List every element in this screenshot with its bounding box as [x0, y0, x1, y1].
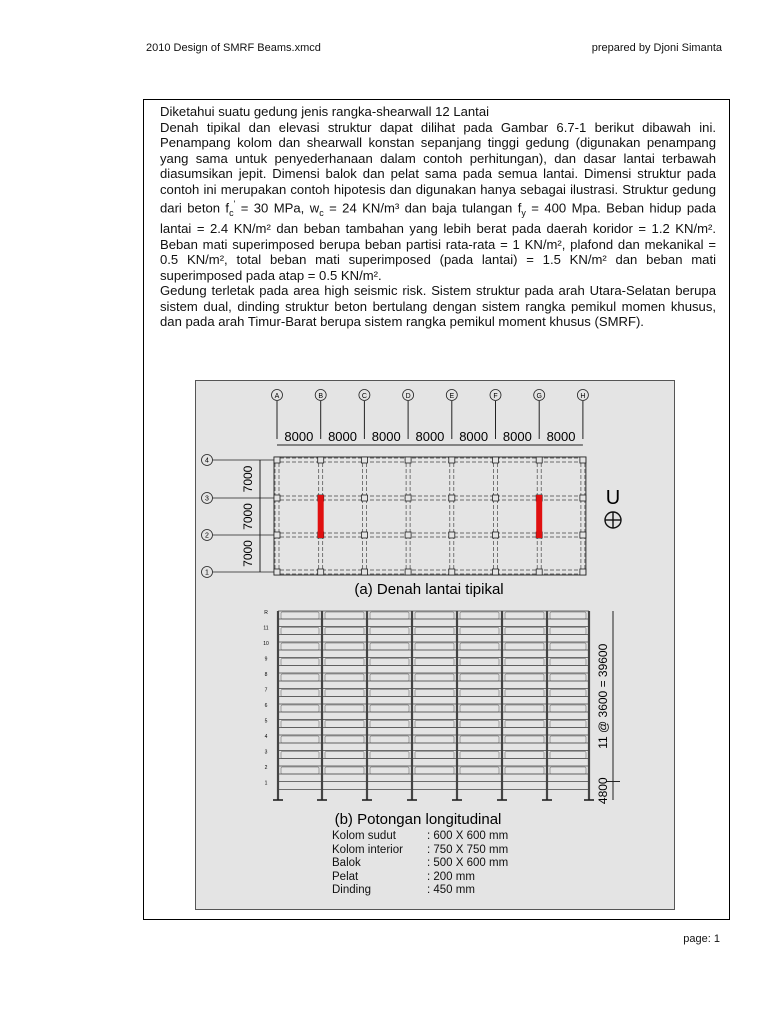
problem-title: Diketahui suatu gedung jenis rangka-shearwall 12 Lantai — [160, 104, 490, 119]
elevation-slab-panel — [550, 721, 586, 728]
floor-label: 2 — [264, 765, 268, 771]
floor-label: 9 — [264, 656, 268, 663]
bay-dimension: 8000 — [328, 429, 358, 444]
p1-part-d: = 400 Mpa. Beban hidup pada lantai = 2.4 KN/m² dan beban tambahan yang lebih berat pada daerah koridor = 1.2 KN/m². Beban mati superimposed berupa beban partisi rata-rata = 1 KN/m², plafond dan mekanikal = 0.5 KN/m², total beban mati superimposed (pada lantai) = 1.5 KN/m² dan beban mati superimposed pada atap = 0.5 KN/m². — [160, 200, 717, 283]
base-dimension: 4800 — [596, 777, 610, 805]
elevation-slab-panel — [325, 674, 364, 681]
plan-column — [405, 495, 411, 501]
elevation-slab-panel — [460, 643, 499, 650]
floor-label: 11 — [263, 625, 269, 632]
elevation-slab-panel — [460, 752, 499, 759]
elevation-slab-panel — [460, 674, 499, 681]
spec-value: : 200 mm — [427, 870, 475, 883]
floor-label: 7 — [264, 687, 268, 694]
plan-column — [405, 532, 411, 538]
elevation-slab-panel — [325, 705, 364, 712]
bay-dimension: 8000 — [502, 429, 532, 444]
fy-sub: y — [521, 207, 526, 218]
spec-value: : 600 X 600 mm — [427, 830, 509, 842]
shearwall — [318, 495, 324, 538]
elevation-slab-panel — [281, 736, 319, 743]
caption-plan: (a) Denah lantai tipikal — [354, 581, 504, 598]
bay-dimension: 8000 — [371, 429, 401, 444]
elevation-slab-panel — [325, 736, 364, 743]
plan-column — [274, 569, 280, 575]
plan-column — [536, 569, 542, 575]
elevation-slab-panel — [325, 721, 364, 728]
elevation-slab-panel — [505, 705, 544, 712]
plan-column — [318, 457, 324, 463]
elevation-slab-panel — [415, 705, 454, 712]
elevation-slab-panel — [370, 690, 409, 697]
elevation-slab-panel — [325, 752, 364, 759]
north-label: U — [605, 487, 621, 509]
spec-row — [332, 884, 508, 898]
fc-sub: c — [229, 207, 234, 218]
row-dimension: 7000 — [241, 540, 255, 567]
elevation-slab-panel — [281, 643, 319, 650]
wc-sub: c — [319, 207, 324, 218]
elevation-slab-panel — [460, 628, 499, 635]
plan-column — [493, 495, 499, 501]
spec-value: : 450 mm — [427, 884, 475, 897]
elevation-slab-panel — [460, 767, 499, 774]
paragraph-2: Gedung terletak pada area high seismic risk. Sistem struktur pada arah Utara-Selatan berupa sistem dual, dinding struktur beton bertulang dengan sistem rangka pemikul momen khusus, dan pada arah Timur-Barat berupa sistem rangka pemikul moment khusus (SMRF). — [160, 283, 716, 330]
plan-column — [493, 457, 499, 463]
plan-column — [361, 495, 367, 501]
floor-label: 4 — [264, 734, 268, 740]
fc-sup: ' — [233, 199, 236, 209]
column-grid-label: C — [361, 393, 367, 400]
row-grid-label: 2 — [205, 532, 209, 540]
plan-column — [449, 532, 455, 538]
plan-column — [361, 532, 367, 538]
elevation-slab-panel — [460, 690, 499, 697]
elevation-slab-panel — [505, 752, 544, 759]
p1-part-b: = 30 MPa, w — [235, 200, 320, 216]
bay-dimension: 8000 — [415, 429, 445, 444]
row-dimension: 7000 — [241, 465, 255, 493]
column-grid-label: F — [493, 393, 498, 400]
elevation-slab-panel — [370, 628, 409, 635]
row-dimension: 7000 — [241, 503, 255, 530]
elevation-slab-panel — [505, 690, 544, 697]
elevation-slab-panel — [505, 612, 544, 619]
column-grid-label: H — [580, 393, 586, 400]
plan-column — [405, 569, 411, 575]
spec-row — [332, 857, 508, 871]
plan-column — [580, 532, 586, 538]
elevation-slab-panel — [281, 690, 319, 697]
row-grid-label: 4 — [205, 457, 209, 465]
elevation-slab-panel — [370, 674, 409, 681]
elevation-slab-panel — [505, 643, 544, 650]
floor-label: 10 — [263, 641, 269, 647]
elevation-slab-panel — [325, 767, 364, 774]
elevation-slab-panel — [550, 628, 586, 635]
floor-label: 5 — [264, 718, 268, 725]
elevation-slab-panel — [550, 690, 586, 697]
plan-column — [449, 457, 455, 463]
elevation-slab-panel — [325, 612, 364, 619]
page-number: page: 1 — [683, 933, 720, 945]
elevation-slab-panel — [550, 736, 586, 743]
column-grid-label: B — [318, 393, 324, 400]
plan-column — [361, 457, 367, 463]
plan-column — [318, 569, 324, 575]
plan-column — [580, 457, 586, 463]
plan-column — [449, 569, 455, 575]
elevation-slab-panel — [460, 705, 499, 712]
elevation-slab-panel — [550, 752, 586, 759]
elevation-slab-panel — [415, 721, 454, 728]
elevation-slab-panel — [505, 736, 544, 743]
plan-column — [449, 495, 455, 501]
elevation-slab-panel — [505, 721, 544, 728]
spec-label: Pelat — [332, 870, 359, 883]
bay-dimension: 8000 — [284, 429, 314, 444]
elevation-slab-panel — [281, 767, 319, 774]
column-grid-label: D — [405, 393, 411, 400]
floor-label: 8 — [264, 672, 268, 678]
elevation-slab-panel — [415, 643, 454, 650]
elevation-slab-panel — [550, 705, 586, 712]
column-grid-label: E — [449, 393, 455, 400]
paragraph-1 — [160, 120, 716, 284]
spec-label: Dinding — [332, 884, 371, 897]
elevation-slab-panel — [415, 612, 454, 619]
elevation-slab-panel — [415, 767, 454, 774]
elevation-slab-panel — [370, 612, 409, 619]
spec-value: : 750 X 750 mm — [427, 843, 509, 856]
spec-label: Kolom sudut — [332, 830, 396, 842]
column-grid-label: A — [274, 393, 280, 400]
plan-column — [361, 569, 367, 575]
caption-elevation: (b) Potongan longitudinal — [334, 811, 502, 828]
elevation-slab-panel — [505, 659, 544, 666]
elevation-slab-panel — [550, 643, 586, 650]
plan-column — [274, 457, 280, 463]
elevation-slab-panel — [550, 767, 586, 774]
elevation-slab-panel — [550, 612, 586, 619]
elevation-slab-panel — [505, 674, 544, 681]
elevation-slab-panel — [505, 628, 544, 635]
plan-column — [493, 569, 499, 575]
column-grid-label: G — [536, 393, 542, 400]
elevation-slab-panel — [505, 767, 544, 774]
p1-part-c: = 24 KN/m³ dan baja tulangan f — [323, 200, 522, 216]
floor-label: 6 — [264, 703, 268, 709]
elevation-slab-panel — [415, 628, 454, 635]
member-specs — [332, 830, 508, 898]
elevation-slab-panel — [370, 767, 409, 774]
elevation-slab-panel — [281, 612, 319, 619]
elevation-slab-panel — [460, 721, 499, 728]
height-dimension: 11 @ 3600 = 39600 — [596, 643, 610, 749]
plan-column — [405, 457, 411, 463]
elevation-slab-panel — [325, 659, 364, 666]
plan-column — [274, 495, 280, 501]
plan-column — [580, 569, 586, 575]
elevation-slab-panel — [325, 643, 364, 650]
floor-label: 3 — [264, 749, 268, 756]
spec-value: : 500 X 600 mm — [427, 857, 509, 870]
shearwall — [536, 495, 542, 538]
elevation-slab-panel — [281, 674, 319, 681]
plan-column — [493, 532, 499, 538]
elevation-slab-panel — [415, 659, 454, 666]
spec-label: Balok — [332, 857, 361, 870]
elevation-slab-panel — [370, 752, 409, 759]
elevation-slab-panel — [415, 674, 454, 681]
elevation-slab-panel — [415, 736, 454, 743]
elevation-slab-panel — [370, 659, 409, 666]
elevation-slab-panel — [281, 721, 319, 728]
elevation-slab-panel — [370, 736, 409, 743]
elevation-slab-panel — [460, 736, 499, 743]
elevation-slab-panel — [415, 752, 454, 759]
elevation-slab-panel — [325, 690, 364, 697]
elevation-slab-panel — [281, 659, 319, 666]
row-grid-label: 3 — [205, 495, 209, 503]
p1-part-a: Denah tipikal dan elevasi struktur dapat dilihat pada Gambar 6.7-1 berikut dibawah ini. Penampang kolom dan shearwall konstan sepanjang tinggi gedung (digunakan penampang yang sama untuk penyederhanaan dalam contoh perhitungan), dan dasar lantai terbawah diasumsikan jepit. Dimensi balok dan pelat sama pada semua lantai. Dimensi struktur pada contoh ini merupakan contoh hipotesis dan digunakan hanya sebagai ilustrasi. Struktur gedung dari beton f — [160, 119, 716, 216]
elevation-slab-panel — [550, 659, 586, 666]
elevation-slab-panel — [370, 705, 409, 712]
spec-label: Kolom interior — [332, 843, 403, 856]
elevation-slab-panel — [550, 674, 586, 681]
elevation-slab-panel — [370, 643, 409, 650]
plan-column — [536, 457, 542, 463]
elevation-slab-panel — [370, 721, 409, 728]
elevation-slab-panel — [281, 628, 319, 635]
elevation-slab-panel — [415, 690, 454, 697]
floor-label: 1 — [264, 780, 268, 787]
plan-column — [580, 495, 586, 501]
elevation-slab-panel — [325, 628, 364, 635]
header-filename: 2010 Design of SMRF Beams.xmcd — [146, 42, 321, 54]
elevation-slab-panel — [281, 705, 319, 712]
spec-row — [332, 830, 508, 844]
plan-column — [274, 532, 280, 538]
body-text — [160, 104, 716, 330]
bay-dimension: 8000 — [546, 429, 576, 444]
elevation-slab-panel — [281, 752, 319, 759]
spec-row — [332, 844, 508, 858]
row-grid-label: 1 — [205, 569, 209, 577]
bay-dimension: 8000 — [459, 429, 489, 444]
header-author: prepared by Djoni Simanta — [591, 42, 722, 54]
spec-row — [332, 871, 508, 885]
floor-label: R — [264, 610, 268, 616]
elevation-slab-panel — [460, 612, 499, 619]
elevation-slab-panel — [460, 659, 499, 666]
